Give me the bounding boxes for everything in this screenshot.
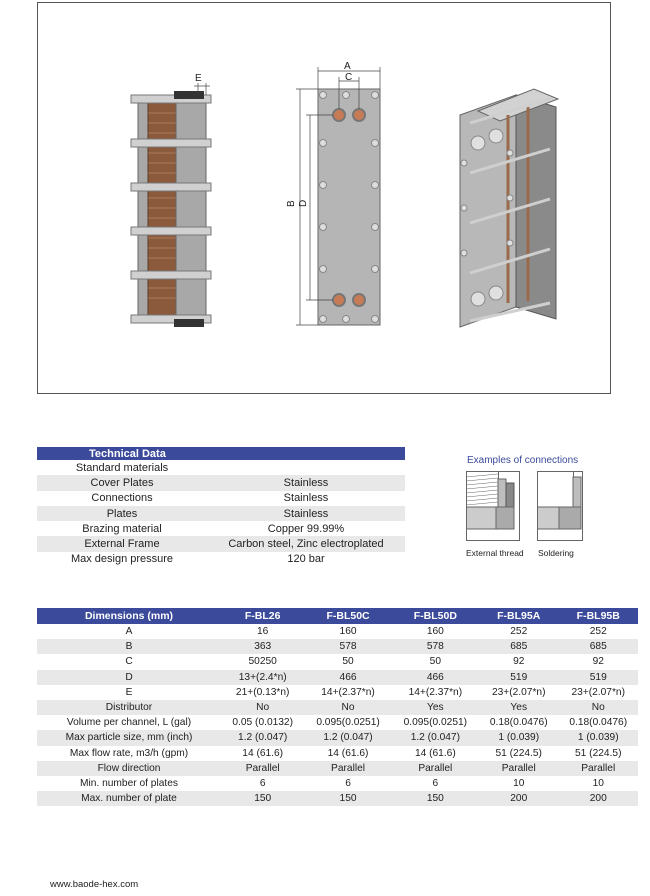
table-cell: 14+(2.37*n)	[304, 685, 391, 700]
table-cell: 50	[304, 654, 391, 669]
table-cell: 51 (224.5)	[558, 746, 638, 761]
row-label: C	[37, 654, 221, 669]
dim-label-e: E	[195, 73, 202, 84]
technical-data-title: Technical Data	[37, 447, 405, 460]
table-row: External Frame Carbon steel, Zinc electroplated	[37, 536, 405, 551]
table-row: Max design pressure 120 bar	[37, 552, 405, 567]
col-header: Dimensions (mm)	[37, 608, 221, 624]
row-label: D	[37, 670, 221, 685]
table-row	[37, 624, 638, 639]
row-label: Max. number of plate	[37, 791, 221, 806]
table-cell: Parallel	[304, 761, 391, 776]
dimensions-header-row	[37, 608, 638, 624]
table-cell: 1.2 (0.047)	[304, 730, 391, 745]
table-row	[37, 670, 638, 685]
product-drawing	[37, 2, 611, 394]
table-cell: Parallel	[221, 761, 304, 776]
table-row: Connections Stainless	[37, 491, 405, 506]
table-cell: 578	[392, 639, 479, 654]
row-label: Distributor	[37, 700, 221, 715]
table-cell: 21+(0.13*n)	[221, 685, 304, 700]
table-row	[37, 685, 638, 700]
table-cell: 466	[392, 670, 479, 685]
drawing-svg	[38, 3, 610, 393]
table-cell: 92	[558, 654, 638, 669]
table-cell: 519	[558, 670, 638, 685]
table-cell: No	[558, 700, 638, 715]
table-cell: 1 (0.039)	[558, 730, 638, 745]
table-cell: Parallel	[392, 761, 479, 776]
table-cell: 578	[304, 639, 391, 654]
table-cell: 14 (61.6)	[304, 746, 391, 761]
table-cell: 252	[558, 624, 638, 639]
table-cell: 50	[392, 654, 479, 669]
table-cell: 0.095(0.0251)	[392, 715, 479, 730]
dimensions-table	[37, 608, 638, 806]
col-header: F-BL50D	[392, 608, 479, 624]
table-row	[37, 715, 638, 730]
dim-label-c: C	[345, 72, 353, 83]
table-row	[37, 700, 638, 715]
table-cell: 1.2 (0.047)	[392, 730, 479, 745]
table-cell: 6	[221, 776, 304, 791]
col-header: F-BL50C	[304, 608, 391, 624]
row-label: Flow direction	[37, 761, 221, 776]
table-cell: 252	[479, 624, 559, 639]
table-cell: 160	[304, 624, 391, 639]
table-cell: 50250	[221, 654, 304, 669]
external-thread-caption: External thread	[466, 548, 524, 558]
table-cell: 519	[479, 670, 559, 685]
isometric-view	[460, 89, 558, 327]
table-cell: 200	[558, 791, 638, 806]
table-cell: 0.18(0.0476)	[558, 715, 638, 730]
external-thread-illustration	[466, 471, 520, 541]
row-label: Volume per channel, L (gal)	[37, 715, 221, 730]
row-label: E	[37, 685, 221, 700]
row-label: B	[37, 639, 221, 654]
table-cell: 160	[392, 624, 479, 639]
soldering-illustration	[537, 471, 583, 541]
row-label: Max particle size, mm (inch)	[37, 730, 221, 745]
table-cell: 51 (224.5)	[479, 746, 559, 761]
table-cell: 1.2 (0.047)	[221, 730, 304, 745]
table-cell: 466	[304, 670, 391, 685]
table-cell: 6	[392, 776, 479, 791]
table-row: Brazing material Copper 99.99%	[37, 521, 405, 536]
connections-title: Examples of connections	[467, 455, 579, 466]
table-cell: 16	[221, 624, 304, 639]
table-row	[37, 746, 638, 761]
technical-data-table	[37, 447, 405, 567]
front-view	[286, 61, 380, 325]
table-cell: 0.18(0.0476)	[479, 715, 559, 730]
table-cell: 13+(2.4*n)	[221, 670, 304, 685]
table-cell: 685	[479, 639, 559, 654]
footer-url: www.baode-hex.com	[50, 879, 139, 890]
table-cell: 6	[304, 776, 391, 791]
col-header: F-BL95A	[479, 608, 559, 624]
row-label: A	[37, 624, 221, 639]
table-cell: 150	[392, 791, 479, 806]
table-cell: 0.05 (0.0132)	[221, 715, 304, 730]
table-cell: Parallel	[558, 761, 638, 776]
table-row	[37, 654, 638, 669]
col-header: F-BL95B	[558, 608, 638, 624]
table-cell: Yes	[479, 700, 559, 715]
table-cell: 1 (0.039)	[479, 730, 559, 745]
dim-label-b: B	[286, 200, 297, 207]
table-cell: 14 (61.6)	[392, 746, 479, 761]
table-cell: 685	[558, 639, 638, 654]
table-cell: 200	[479, 791, 559, 806]
table-cell: No	[304, 700, 391, 715]
table-cell: 10	[479, 776, 559, 791]
table-cell: 150	[221, 791, 304, 806]
row-label: Min. number of plates	[37, 776, 221, 791]
table-row: Standard materials	[37, 460, 405, 475]
table-cell: Yes	[392, 700, 479, 715]
table-cell: 363	[221, 639, 304, 654]
table-cell: 10	[558, 776, 638, 791]
table-cell: 0.095(0.0251)	[304, 715, 391, 730]
dim-label-a: A	[344, 61, 351, 72]
table-cell: Parallel	[479, 761, 559, 776]
table-cell: 23+(2.07*n)	[479, 685, 559, 700]
table-row	[37, 730, 638, 745]
table-row	[37, 639, 638, 654]
table-cell: 150	[304, 791, 391, 806]
dim-label-d: D	[298, 199, 309, 207]
table-row: Cover Plates Stainless	[37, 475, 405, 490]
table-row	[37, 761, 638, 776]
row-label: Max flow rate, m3/h (gpm)	[37, 746, 221, 761]
col-header: F-BL26	[221, 608, 304, 624]
table-cell: 14+(2.37*n)	[392, 685, 479, 700]
table-row	[37, 776, 638, 791]
table-row	[37, 791, 638, 806]
table-cell: No	[221, 700, 304, 715]
table-cell: 23+(2.07*n)	[558, 685, 638, 700]
side-view	[131, 73, 211, 327]
table-row: Plates Stainless	[37, 506, 405, 521]
table-cell: 14 (61.6)	[221, 746, 304, 761]
soldering-caption: Soldering	[538, 548, 574, 558]
table-cell: 92	[479, 654, 559, 669]
